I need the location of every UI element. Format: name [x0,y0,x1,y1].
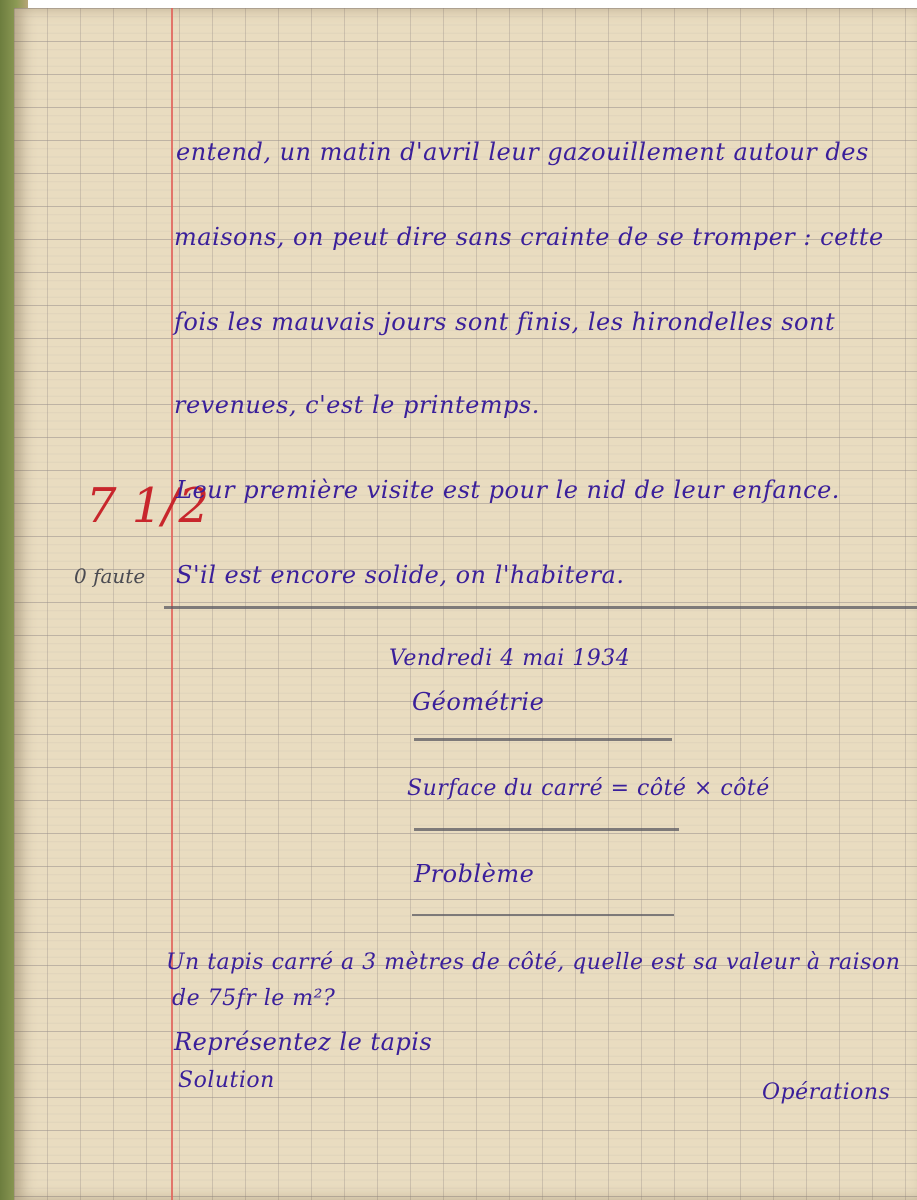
fault-note: 0 faute [74,564,146,588]
problem-heading: Problème [414,860,535,888]
text-line-2: maisons, on peut dire sans crainte de se tromper : cette [174,223,884,251]
solution-label: Solution [178,1068,275,1093]
grade-mark: 7 1/2 [86,478,210,534]
text-line-6: S'il est encore solide, on l'habitera. [176,561,625,589]
instruction-line: Représentez le tapis [174,1028,433,1056]
text-line-4: revenues, c'est le printemps. [174,391,540,419]
margin-line [171,8,173,1200]
formula-underline [414,828,679,831]
date-heading: Vendredi 4 mai 1934 [389,646,631,671]
text-line-3: fois les mauvais jours sont finis, les hirondelles sont [174,308,836,336]
section-divider [164,606,917,609]
text-line-1: entend, un matin d'avril leur gazouillement autour des [176,138,869,166]
operations-label: Opérations [762,1080,891,1105]
problem-underline [412,914,674,916]
subject-heading: Géométrie [412,688,545,716]
problem-line-2: de 75fr le m²? [172,986,336,1011]
formula-line: Surface du carré = côté × côté [407,776,770,801]
problem-line-1: Un tapis carré a 3 mètres de côté, quelle est sa valeur à raison [166,950,901,975]
subject-underline [414,738,672,741]
notebook-page [14,8,917,1200]
text-line-5: Leur première visite est pour le nid de leur enfance. [176,476,840,504]
